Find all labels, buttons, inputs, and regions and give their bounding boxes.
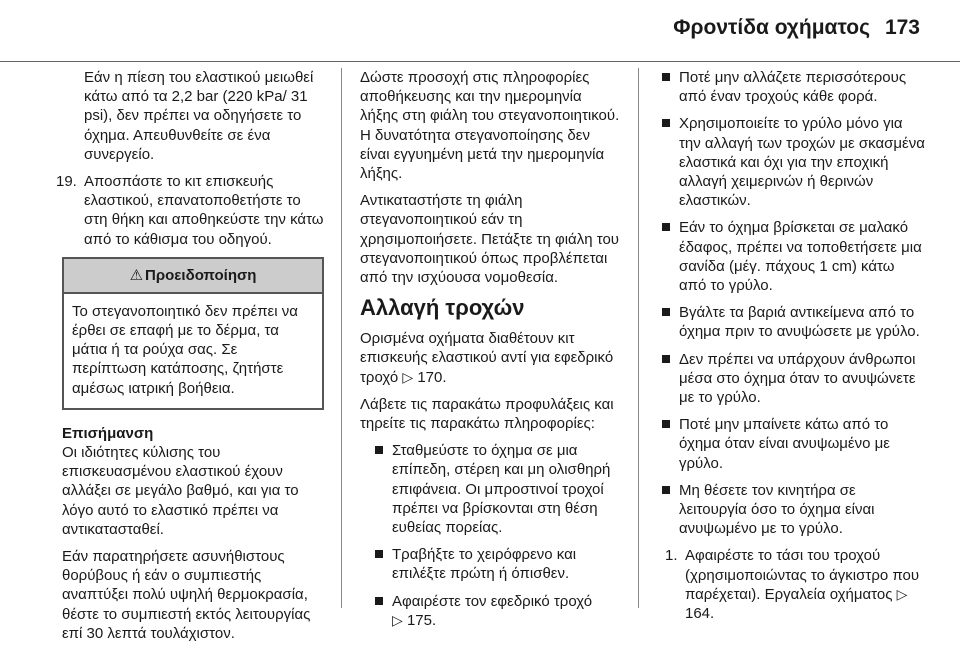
step-ref[interactable]: 164.: [685, 605, 715, 623]
list-item: Σταθμεύστε το όχημα σε μια επίπεδη, στέρεη και μη ολισθηρή επιφάνεια. Οι μπροστινοί τροχοί πρέπει να βρίσκονται στη θέση ευθείας πορείας.: [370, 441, 622, 537]
column-right: [657, 68, 925, 631]
warning-body: Το στεγανοποιητικό δεν πρέπει να έρθει σε επαφή με το δέρμα, τα μάτια ή τα ρούχα σας. Σε περίπτωση κατάποσης, ζητήστε αμέσως ιατρική βοήθεια.: [72, 302, 298, 397]
list-item: Ποτέ μην μπαίνετε κάτω από το όχημα όταν είναι ανυψωμένο με γρύλο.: [657, 415, 925, 473]
pressure-paragraph: Εάν η πίεση του ελαστικού μειωθεί κάτω από τα 2,2 bar (220 kPa/ 31 psi), δεν πρέπει να οδηγήσετε το όχημα. Απευθυνθείτε σε ένα συνεργείο.: [84, 69, 314, 163]
precautions-list: [370, 441, 622, 630]
note-title: Επισήμανση: [62, 424, 154, 442]
page-ref-icon: ▷: [402, 368, 414, 385]
header-divider: [0, 61, 960, 62]
precautions-paragraph: Λάβετε τις παρακάτω προφυλάξεις και τηρείτε τις παρακάτω πληροφορίες:: [360, 395, 614, 433]
warning-title: Προειδοποίηση: [145, 266, 257, 284]
info-paragraph: Δώστε προσοχή στις πληροφορίες αποθήκευσης και την ημερομηνία λήξης στη φιάλη του στεγανοποιητικού. Η δυνατότητα στεγανοποίησης δεν είναι εγγυημένη μετά την ημερομηνία λήξης.: [360, 69, 620, 183]
list-item: Μη θέσετε τον κινητήρα σε λειτουργία όσο το όχημα είναι ανυψωμένο με το γρύλο.: [657, 481, 925, 539]
page-ref-icon: ▷: [392, 611, 403, 628]
page-title: Φροντίδα οχήματος: [673, 16, 870, 39]
page-header: [0, 0, 960, 62]
list-item: Εάν το όχημα βρίσκεται σε μαλακό έδαφος, πρέπει να τοποθετήσετε μια σανίδα (μέγ. πάχους 1 cm) κάτω από το γρύλο.: [657, 218, 925, 295]
intro-text: Ορισμένα οχήματα διαθέτουν κιτ επισκευής ελαστικού αντί για εφεδρικό τροχό: [360, 330, 614, 386]
warning-triangle-icon: ⚠: [129, 266, 144, 284]
step-number: 1.: [665, 547, 678, 565]
warning-header: [64, 259, 322, 294]
warning-box: [62, 257, 324, 410]
note-paragraph-2: Εάν παρατηρήσετε ασυνήθιστους θορύβους ή εάν ο συμπιεστής αναπτύξει πολύ υψηλή θερμοκρασία, θέστε το συμπιεστή εκτός λειτουργίας επί 30 λεπτά τουλάχιστον.: [62, 548, 311, 642]
step-19: [56, 172, 324, 249]
intro-paragraph: [360, 329, 622, 387]
page-ref-icon: ▷: [896, 585, 908, 602]
column-left: [56, 68, 324, 651]
column-middle: [360, 68, 622, 638]
list-item: [370, 592, 622, 630]
page-number: 173: [884, 16, 920, 39]
intro-ref[interactable]: 170.: [417, 368, 447, 386]
step-text: Αποσπάστε το κιτ επισκευής ελαστικού, επανατοποθετήστε το στη θήκη και αποθηκεύστε την κάτω από το κάθισμα του οδηγού.: [84, 173, 324, 248]
step-number: 19.: [56, 173, 77, 191]
step-1: [657, 546, 925, 623]
list-item: Χρησιμοποιείτε το γρύλο μόνο για την αλλαγή των τροχών με σκασμένα ελαστικά και όχι για την εποχική αλλαγή χειμερινών ή θερινών ελαστικών.: [657, 114, 925, 210]
column-divider: [638, 68, 639, 608]
list-item-text: Αφαιρέστε τον εφεδρικό τροχό: [392, 592, 593, 610]
bullet-ref[interactable]: 175.: [406, 611, 437, 629]
column-divider: [341, 68, 342, 608]
section-heading: Αλλαγή τροχών: [360, 295, 525, 321]
safety-list: [657, 68, 925, 538]
list-item: Δεν πρέπει να υπάρχουν άνθρωποι μέσα στο όχημα όταν το ανυψώνετε με το γρύλο.: [657, 350, 925, 408]
list-item: Ποτέ μην αλλάζετε περισσότερους από έναν τροχούς κάθε φορά.: [657, 68, 925, 106]
replace-paragraph: Αντικαταστήστε τη φιάλη στεγανοποιητικού εάν τη χρησιμοποιήσετε. Πετάξτε τη φιάλη του στεγανοποιητικού όπως προβλέπεται από την ισχύουσα νομοθεσία.: [360, 192, 619, 287]
step-text: Αφαιρέστε το τάσι του τροχού (χρησιμοποιώντας το άγκιστρο που παρέχεται). Εργαλεία οχήματος: [685, 547, 920, 603]
list-item: Βγάλτε τα βαριά αντικείμενα από το όχημα πριν το ανυψώσετε με γρύλο.: [657, 303, 925, 341]
note-paragraph: Οι ιδιότητες κύλισης του επισκευασμένου ελαστικού έχουν αλλάξει σε μεγάλο βαθμό, και για το λόγο αυτό το ελαστικό πρέπει να αντικατασταθεί.: [62, 444, 299, 538]
list-item: Τραβήξτε το χειρόφρενο και επιλέξτε πρώτη ή όπισθεν.: [370, 545, 622, 583]
